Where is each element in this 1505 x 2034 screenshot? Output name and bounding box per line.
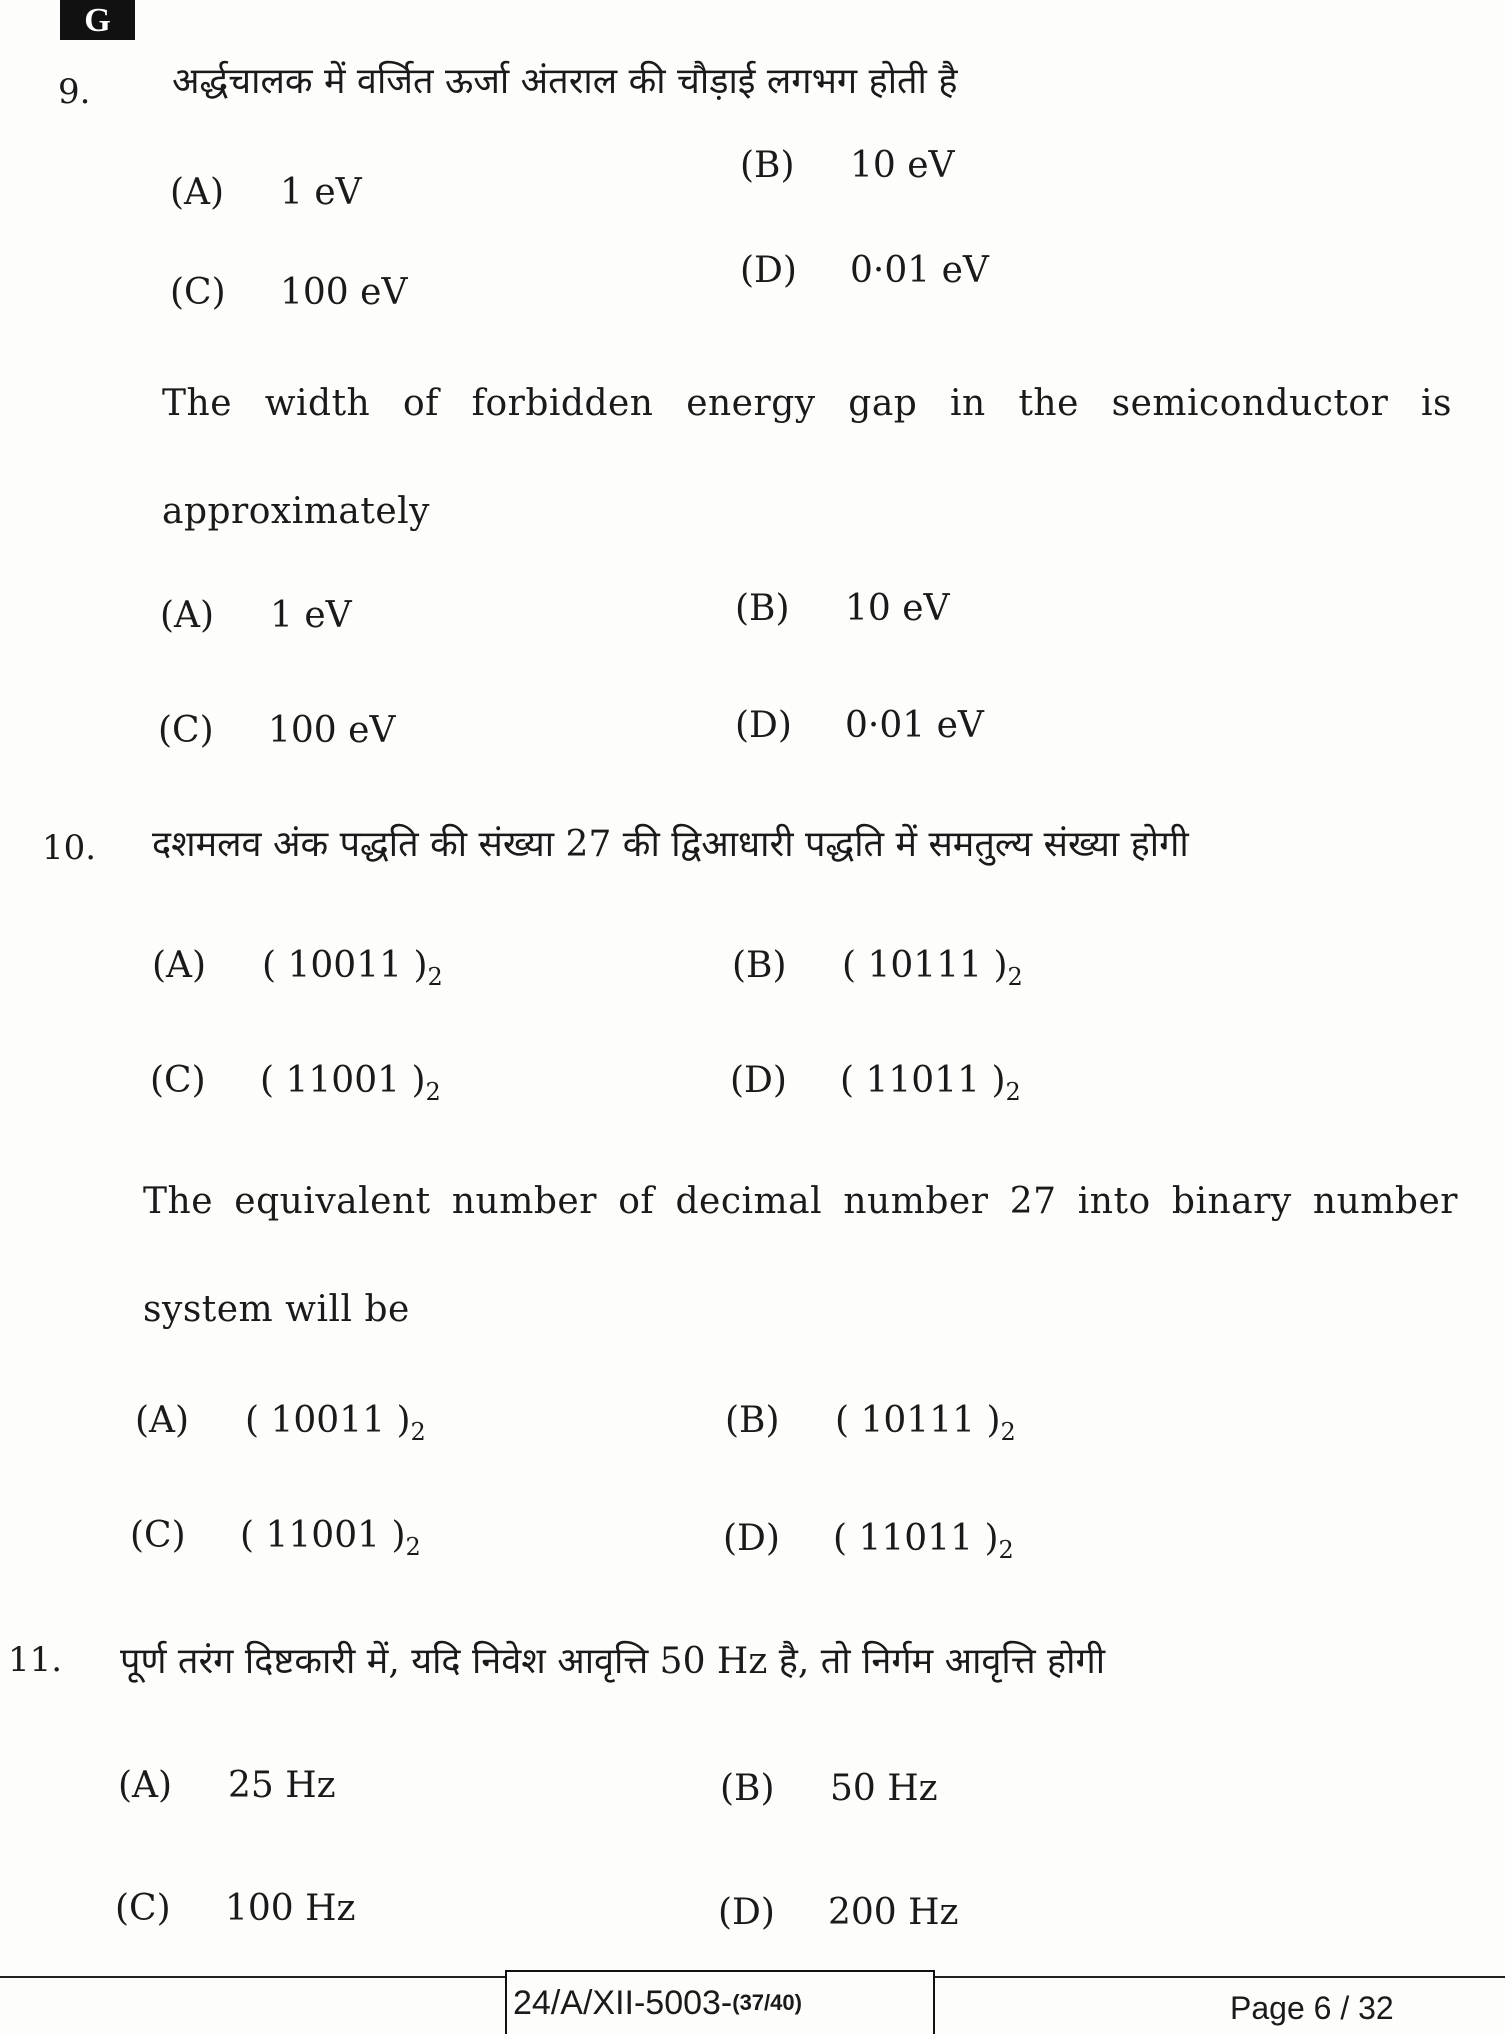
option-label: (A) (152, 945, 207, 986)
subscript: 2 (998, 1536, 1014, 1565)
option-d (718, 1892, 959, 1933)
option-text: ( 11001 ) (260, 1060, 426, 1101)
option-label: (D) (723, 1518, 780, 1559)
option-value: 1 eV (280, 172, 362, 213)
option-b (720, 1768, 938, 1809)
option-a (160, 595, 352, 636)
option-label: (B) (720, 1768, 775, 1809)
option-label: (D) (740, 250, 797, 291)
question-text-hindi: दशमलव अंक पद्धति की संख्या 27 की द्विआधारी पद्धति में समतुल्य संख्या होगी (152, 824, 1189, 865)
subscript: 2 (1000, 1418, 1016, 1447)
option-b (740, 145, 955, 186)
option-label: (C) (115, 1888, 171, 1929)
paper-code-set: (37/40) (732, 1990, 802, 2015)
option-d (740, 250, 989, 291)
option-text: ( 11011 ) (833, 1518, 999, 1559)
option-value (833, 1518, 1014, 1565)
option-label: (A) (160, 595, 215, 636)
option-d (730, 1060, 1021, 1106)
option-value (240, 1515, 421, 1562)
option-label: (D) (730, 1060, 787, 1101)
page-number: Page 6 / 32 (1230, 1990, 1394, 2026)
option-value: 0·01 eV (850, 250, 989, 291)
option-label: (A) (118, 1765, 173, 1806)
option-a (118, 1765, 336, 1806)
option-value: 100 Hz (225, 1888, 356, 1929)
option-a (135, 1400, 426, 1446)
paper-code-text: 24/A/XII-5003- (513, 1983, 733, 2022)
option-d (723, 1518, 1014, 1564)
option-label: (B) (735, 588, 790, 629)
option-value: 100 eV (268, 710, 396, 751)
option-value: 10 eV (850, 145, 955, 186)
option-value (262, 945, 443, 992)
subscript: 2 (410, 1418, 426, 1447)
option-label: (B) (732, 945, 787, 986)
subscript: 2 (1007, 963, 1023, 992)
option-label: (A) (135, 1400, 190, 1441)
question-text-english: The width of forbidden energy gap in the semiconductor is approximately (162, 383, 1452, 532)
question-text-hindi: पूर्ण तरंग दिष्टकारी में, यदि निवेश आवृत्ति 50 Hz है, तो निर्गम आवृत्ति होगी (120, 1641, 1106, 1682)
option-c (170, 272, 407, 313)
option-label: (D) (735, 705, 792, 746)
option-b (732, 945, 1023, 991)
option-text: ( 10111 ) (835, 1400, 1001, 1441)
option-value: 1 eV (270, 595, 352, 636)
option-value: 25 Hz (228, 1765, 336, 1806)
option-label: (C) (130, 1515, 186, 1556)
option-label: (C) (170, 272, 226, 313)
paper-code (505, 1970, 935, 2034)
question-number: 9. (58, 72, 91, 112)
option-text: ( 10111 ) (842, 945, 1008, 986)
option-value: 100 eV (280, 272, 408, 313)
option-c (115, 1888, 356, 1929)
option-label: (C) (158, 710, 214, 751)
option-value: 200 Hz (828, 1892, 959, 1933)
option-label: (A) (170, 172, 225, 213)
option-text: ( 11001 ) (240, 1515, 406, 1556)
subscript: 2 (405, 1533, 421, 1562)
option-d (735, 705, 984, 746)
question-number: 10. (42, 828, 97, 868)
option-value: 10 eV (845, 588, 950, 629)
option-label: (C) (150, 1060, 206, 1101)
option-c (130, 1515, 421, 1561)
option-c (150, 1060, 441, 1106)
option-label: (B) (725, 1400, 780, 1441)
question-text-english: The equivalent number of decimal number 27 into binary number system will be (143, 1181, 1458, 1330)
option-label: (B) (740, 145, 795, 186)
option-a (170, 172, 362, 213)
option-text: ( 10011 ) (245, 1400, 411, 1441)
question-number: 11. (8, 1640, 63, 1680)
option-value: 50 Hz (830, 1768, 938, 1809)
option-text: ( 10011 ) (262, 945, 428, 986)
option-value (260, 1060, 441, 1107)
option-value (835, 1400, 1016, 1447)
option-b (725, 1400, 1016, 1446)
option-value (842, 945, 1023, 992)
option-c (158, 710, 395, 751)
subscript: 2 (1005, 1078, 1021, 1107)
option-label: (D) (718, 1892, 775, 1933)
option-value (840, 1060, 1021, 1107)
set-badge: G (60, 0, 135, 40)
option-value (245, 1400, 426, 1447)
option-a (152, 945, 443, 991)
option-text: ( 11011 ) (840, 1060, 1006, 1101)
option-value: 0·01 eV (845, 705, 984, 746)
subscript: 2 (427, 963, 443, 992)
subscript: 2 (425, 1078, 441, 1107)
question-text-hindi: अर्द्धचालक में वर्जित ऊर्जा अंतराल की चौड़ाई लगभग होती है (172, 61, 958, 102)
option-b (735, 588, 950, 629)
